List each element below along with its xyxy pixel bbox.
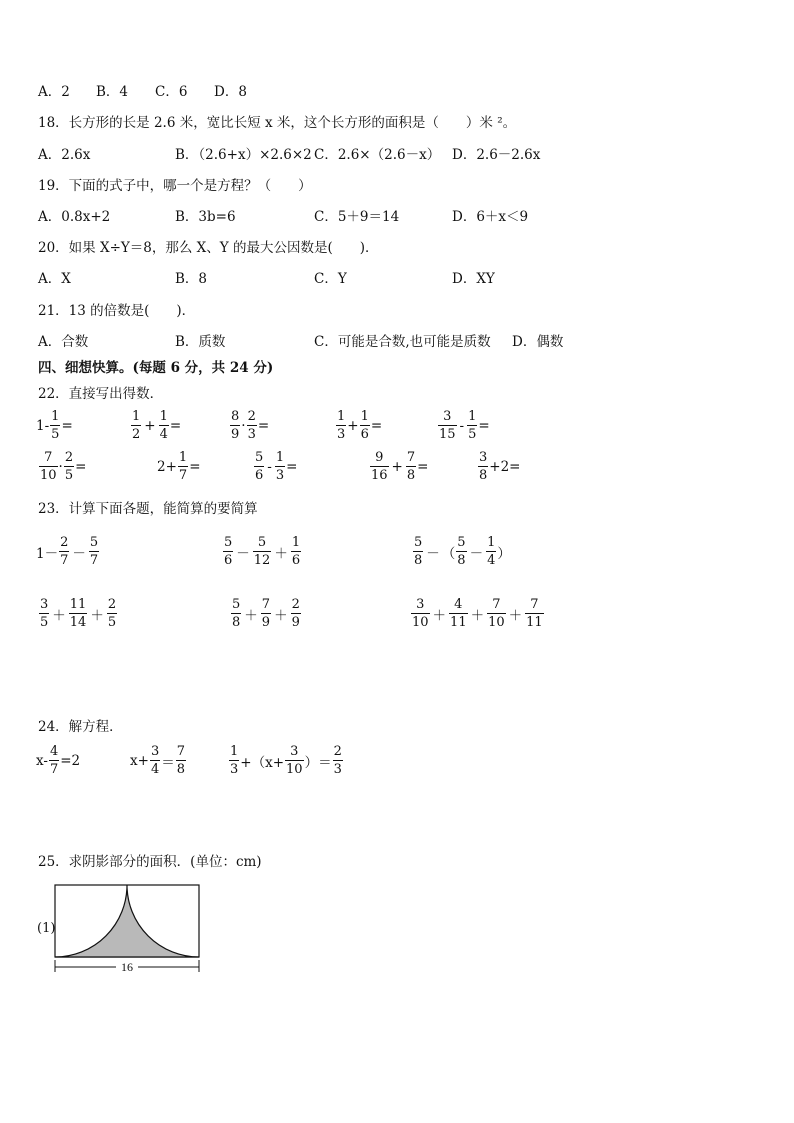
q24-stem: 24．解方程． — [38, 719, 123, 735]
q24-equation-2: x+ $\frac{3}{4}$ ＝ $\frac{7}{8}$ — [130, 744, 185, 777]
q22-stem: 22．直接写出得数． — [38, 386, 164, 402]
q22-expr-2: $\frac{1}{2}$ + $\frac{1}{4}$ = — [132, 409, 182, 442]
q20-stem: 20．如果 X÷Y＝8，那么 X、Y 的最大公因数是( )． — [38, 240, 379, 256]
q24-equation-3: $\frac{1}{3}$ +（x+ $\frac{3}{10}$ ）＝ $\frac{2}{3}$ — [230, 744, 342, 777]
q18-option-d: D．2.6－2.6x — [452, 147, 541, 163]
q23-expr-4: $\frac{3}{5}$ ＋ $\frac{11}{14}$ ＋ $\frac{2}{5}$ — [40, 597, 117, 630]
q20-option-c: C．Y — [314, 271, 347, 287]
q19-option-d: D．6＋x＜9 — [452, 209, 529, 225]
q19-option-c: C．5＋9＝14 — [314, 209, 400, 225]
q19-option-b: B．3b=6 — [175, 209, 236, 225]
q18-option-a: A．2.6x — [38, 147, 91, 163]
q23-expr-6: $\frac{3}{10}$ ＋ $\frac{4}{11}$ ＋ $\frac{7}{10}$ ＋ $\frac{7}{11}$ — [412, 597, 543, 630]
q19-stem: 19．下面的式子中，哪一个是方程？（ ） — [38, 178, 312, 194]
q17-option-c: C．6 — [155, 84, 188, 100]
q24-equation-1: x- $\frac{4}{7}$ =2 — [36, 744, 81, 777]
dimension-label: 16 — [121, 960, 133, 974]
q21-option-d: D．偶数 — [512, 334, 564, 350]
q21-option-a: A．合数 — [38, 334, 89, 350]
q17-option-b: B．4 — [96, 84, 129, 100]
q21-stem: 21．13 的倍数是( )． — [38, 303, 196, 319]
q17-option-d: D．8 — [214, 84, 247, 100]
section-4-title: 四、细想快算。(每题 6 分，共 24 分) — [38, 360, 274, 376]
q25-stem: 25．求阴影部分的面积．(单位：cm) — [38, 854, 262, 870]
q23-expr-3: $\frac{5}{8}$ － （ $\frac{5}{8}$ － $\frac{1}{4}$ ） — [414, 535, 511, 568]
q18-option-b: B．（2.6+x）×2.6×2 — [175, 147, 312, 163]
q23-expr-5: $\frac{5}{8}$ ＋ $\frac{7}{9}$ ＋ $\frac{2}{9}$ — [232, 597, 300, 630]
q23-expr-1: 1－ $\frac{2}{7}$ － $\frac{5}{7}$ — [36, 535, 99, 568]
q22-expr-5: $\frac{3}{15}$ - $\frac{1}{5}$ = — [439, 409, 490, 442]
q18-stem: 18．长方形的长是 2.6 米，宽比长短 x 米，这个长方形的面积是（ ）米 ²。 — [38, 115, 517, 131]
q22-expr-1: 1- $\frac{1}{5}$ = — [36, 409, 73, 442]
q23-stem: 23．计算下面各题，能简算的要简算 — [38, 501, 258, 517]
q22-expr-10: $\frac{3}{8}$ +2= — [479, 450, 521, 483]
q20-option-a: A．X — [38, 271, 71, 287]
q18-option-c: C．2.6×（2.6－x） — [314, 147, 441, 163]
q22-expr-4: $\frac{1}{3}$ + $\frac{1}{6}$ = — [337, 409, 383, 442]
q23-expr-2: $\frac{5}{6}$ － $\frac{5}{12}$ ＋ $\frac{1}{6}$ — [224, 535, 301, 568]
q22-expr-9: $\frac{9}{16}$ + $\frac{7}{8}$ = — [371, 450, 429, 483]
q21-option-b: B．质数 — [175, 334, 226, 350]
q21-option-c: C．可能是合数,也可能是质数 — [314, 334, 491, 350]
q22-expr-6: $\frac{7}{10}$ · $\frac{2}{5}$ = — [40, 450, 87, 483]
shaded-area-figure — [52, 882, 212, 977]
q22-expr-8: $\frac{5}{6}$ - $\frac{1}{3}$ = — [255, 450, 298, 483]
q17-option-a: A．2 — [38, 84, 70, 100]
q22-expr-7: 2+ $\frac{1}{7}$ = — [157, 450, 201, 483]
figure-1-label: (1) — [37, 921, 56, 936]
q19-option-a: A．0.8x+2 — [38, 209, 111, 225]
q20-option-b: B．8 — [175, 271, 208, 287]
q20-option-d: D．XY — [452, 271, 495, 287]
q22-expr-3: $\frac{8}{9}$ · $\frac{2}{3}$ = — [231, 409, 270, 442]
